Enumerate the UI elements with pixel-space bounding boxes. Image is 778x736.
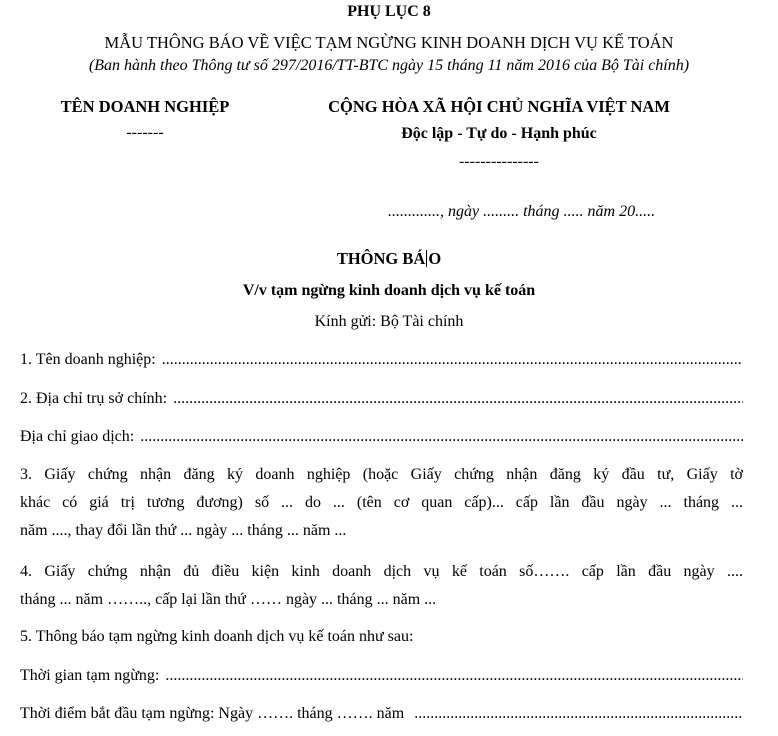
- transaction-address-fill-line[interactable]: [140, 428, 743, 446]
- company-name-label-text: 1. Tên doanh nghiệp:: [20, 351, 156, 368]
- paragraph-5: 5. Thông báo tạm ngừng kinh doanh dịch vụ kế toán như sau:: [20, 628, 414, 645]
- company-name-label: TÊN DOANH NGHIỆP: [60, 97, 230, 116]
- paragraph-3-line-3: năm ...., thay đổi lần thứ ... ngày ... tháng ... năm ...: [20, 522, 347, 539]
- suspension-start-fill-line[interactable]: [414, 705, 743, 723]
- paragraph-3: [20, 461, 743, 545]
- notice-subject: V/v tạm ngừng kinh doanh dịch vụ kế toán: [242, 282, 536, 299]
- republic-name: CỘNG HÒA XÃ HỘI CHỦ NGHĨA VIỆT NAM: [328, 97, 670, 116]
- form-title: MẪU THÔNG BÁO VỀ VIỆC TẠM NGỪNG KINH DOANH DỊCH VỤ KẾ TOÁN: [104, 33, 674, 52]
- form-subtitle: (Ban hành theo Thông tư số 297/2016/TT-BTC ngày 15 tháng 11 năm 2016 của Bộ Tài chính): [88, 57, 690, 74]
- company-name-field[interactable]: [20, 351, 743, 369]
- date-line: ............., ngày ......... tháng ..... năm 20.....: [388, 203, 656, 220]
- notice-recipient: Kính gửi: Bộ Tài chính: [314, 313, 464, 330]
- notice-title-text-2: O: [428, 249, 442, 268]
- company-divider: -------: [126, 124, 164, 141]
- suspension-time-label-text: Thời gian tạm ngừng:: [20, 667, 160, 684]
- suspension-time-field[interactable]: [20, 667, 743, 685]
- republic-motto: Độc lập - Tự do - Hạnh phúc: [401, 125, 597, 142]
- company-name-fill-line[interactable]: [162, 351, 743, 369]
- paragraph-3-line-1: 3. Giấy chứng nhận đăng ký doanh nghiệp (hoặc Giấy chứng nhận đăng ký đầu tư, Giấy tờ: [20, 466, 743, 483]
- notice-title: [0, 249, 778, 269]
- notice-title-text-1: THÔNG BÁ: [336, 249, 426, 268]
- paragraph-4-line-1: 4. Giấy chứng nhận đủ điều kiện kinh doanh dịch vụ kế toán số……. cấp lần đầu ngày ....: [20, 563, 743, 580]
- paragraph-4: [20, 558, 743, 614]
- suspension-time-fill-line[interactable]: [165, 667, 743, 685]
- suspension-start-label-text: Thời điểm bắt đầu tạm ngừng: Ngày ……. tháng ……. năm: [20, 705, 405, 722]
- head-office-field[interactable]: [20, 390, 743, 408]
- paragraph-4-line-2: tháng ... năm …….., cấp lại lần thứ …… ngày ... tháng ... năm ...: [20, 591, 437, 608]
- transaction-address-label-text: Địa chỉ giao dịch:: [20, 428, 135, 445]
- appendix-title: PHỤ LỤC 8: [347, 3, 431, 20]
- republic-divider: ---------------: [459, 153, 539, 170]
- paragraph-3-line-2: khác có giá trị tương đương) số ... do ... (tên cơ quan cấp)... cấp lần đầu ngày ... tháng ...: [20, 494, 743, 511]
- suspension-start-field[interactable]: [20, 705, 743, 723]
- head-office-label-text: 2. Địa chỉ trụ sở chính:: [20, 390, 168, 407]
- head-office-fill-line[interactable]: [173, 390, 743, 408]
- transaction-address-field[interactable]: [20, 428, 743, 446]
